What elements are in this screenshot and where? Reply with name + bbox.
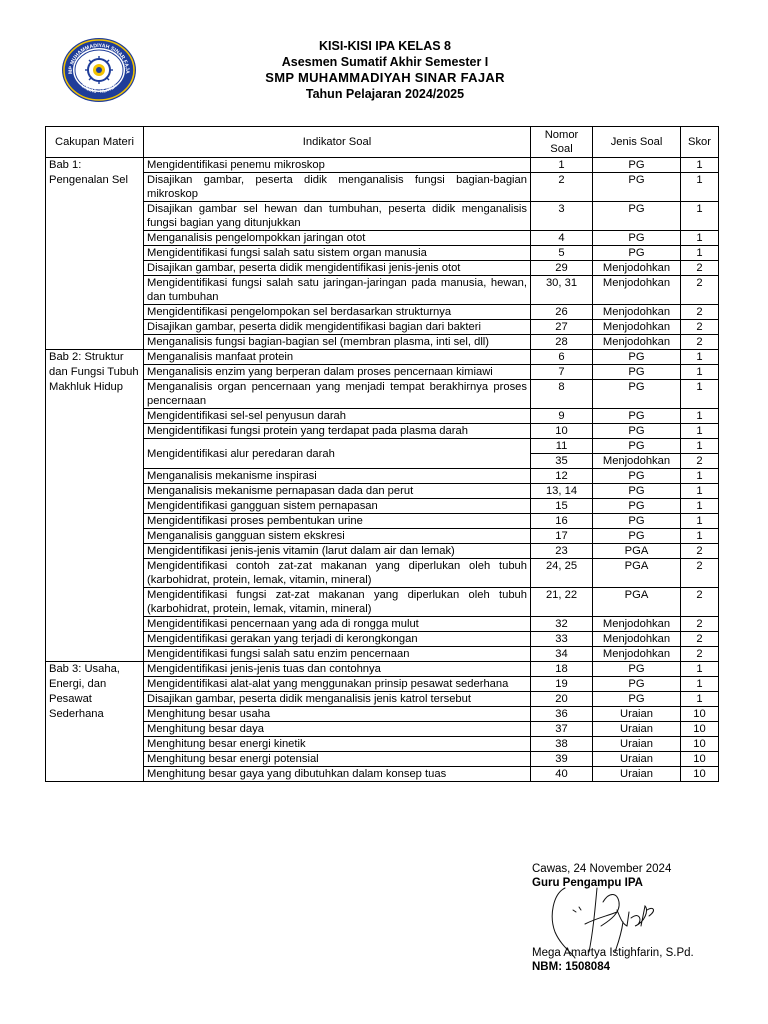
nomor-cell: 30, 31 [531,276,593,305]
nomor-cell: 8 [531,380,593,409]
table-row [46,469,719,484]
signer-nbm: NBM: 1508084 [532,961,610,973]
jenis-cell: Menjodohkan [593,632,681,647]
nomor-cell: 33 [531,632,593,647]
jenis-cell: Uraian [593,707,681,722]
handwritten-signature-icon [545,880,675,960]
jenis-cell: PG [593,514,681,529]
nomor-cell: 9 [531,409,593,424]
skor-cell: 1 [681,484,719,499]
indikator-cell: Menghitung besar gaya yang dibutuhkan dalam konsep tuas [144,767,531,782]
jenis-cell: Menjodohkan [593,261,681,276]
table-row [46,559,719,588]
nomor-cell: 27 [531,320,593,335]
nomor-cell: 1 [531,158,593,173]
nomor-cell: 13, 14 [531,484,593,499]
indikator-cell: Disajikan gambar, peserta didik mengidentifikasi jenis-jenis otot [144,261,531,276]
jenis-cell: Uraian [593,722,681,737]
nomor-cell: 32 [531,617,593,632]
indikator-cell: Mengidentifikasi alur peredaran darah [144,439,531,469]
skor-cell: 1 [681,158,719,173]
nomor-cell: 10 [531,424,593,439]
skor-cell: 1 [681,424,719,439]
indikator-cell: Mengidentifikasi pengelompokan sel berdasarkan strukturnya [144,305,531,320]
skor-cell: 2 [681,559,719,588]
indikator-cell: Disajikan gambar, peserta didik menganalisis fungsi bagian-bagian mikroskop [144,173,531,202]
skor-cell: 1 [681,469,719,484]
indikator-cell: Mengidentifikasi fungsi salah satu enzim pencernaan [144,647,531,662]
table-row [46,439,719,454]
skor-cell: 1 [681,439,719,454]
jenis-cell: PG [593,365,681,380]
skor-cell: 2 [681,617,719,632]
table-row [46,544,719,559]
jenis-cell: Uraian [593,737,681,752]
indikator-cell: Mengidentifikasi sel-sel penyusun darah [144,409,531,424]
nomor-cell: 3 [531,202,593,231]
table-body [46,158,719,782]
nomor-cell: 35 [531,454,593,469]
skor-cell: 1 [681,677,719,692]
skor-cell: 2 [681,647,719,662]
skor-cell: 2 [681,305,719,320]
jenis-cell: PG [593,692,681,707]
table-row [46,409,719,424]
nomor-cell: 6 [531,350,593,365]
skor-cell: 1 [681,246,719,261]
table-row [46,737,719,752]
skor-cell: 10 [681,752,719,767]
jenis-cell: Uraian [593,767,681,782]
table-row [46,767,719,782]
indikator-cell: Disajikan gambar, peserta didik menganalisis jenis katrol tersebut [144,692,531,707]
table-row [46,484,719,499]
indikator-cell: Mengidentifikasi gangguan sistem pernapasan [144,499,531,514]
doc-title: KISI-KISI IPA KELAS 8 [319,39,451,53]
table-row [46,722,719,737]
indikator-cell: Mengidentifikasi fungsi zat-zat makanan yang diperlukan oleh tubuh (karbohidrat, protein, lemak, vitamin, mineral) [144,588,531,617]
nomor-cell: 20 [531,692,593,707]
table-row [46,365,719,380]
chapter-cell: Bab 3: Usaha, Energi, dan Pesawat Sederhana [46,662,144,782]
jenis-cell: Menjodohkan [593,320,681,335]
skor-cell: 2 [681,544,719,559]
jenis-cell: PG [593,409,681,424]
nomor-cell: 37 [531,722,593,737]
col-header-skor: Skor [681,127,719,158]
logo-ring-text-bottom: CAWAS - KLATEN [80,82,118,95]
indikator-cell: Disajikan gambar sel hewan dan tumbuhan, peserta didik menganalisis fungsi bagian yang ditunjukkan [144,202,531,231]
skor-cell: 1 [681,350,719,365]
skor-cell: 1 [681,173,719,202]
kisi-kisi-table [45,126,719,782]
jenis-cell: PG [593,158,681,173]
table-row [46,276,719,305]
table-header-row [46,127,719,158]
jenis-cell: PG [593,662,681,677]
indikator-cell: Menganalisis manfaat protein [144,350,531,365]
table-row [46,380,719,409]
table-row [46,752,719,767]
nomor-cell: 16 [531,514,593,529]
doc-subtitle: Asesmen Sumatif Akhir Semester I [281,55,489,69]
table-row [46,246,719,261]
school-logo-icon [60,36,138,104]
document-header [200,38,570,102]
nomor-cell: 40 [531,767,593,782]
skor-cell: 2 [681,632,719,647]
indikator-cell: Mengidentifikasi jenis-jenis vitamin (larut dalam air dan lemak) [144,544,531,559]
nomor-cell: 23 [531,544,593,559]
jenis-cell: Menjodohkan [593,335,681,350]
jenis-cell: PG [593,484,681,499]
indikator-cell: Mengidentifikasi alat-alat yang menggunakan prinsip pesawat sederhana [144,677,531,692]
nomor-cell: 24, 25 [531,559,593,588]
skor-cell: 1 [681,202,719,231]
jenis-cell: Menjodohkan [593,647,681,662]
nomor-cell: 28 [531,335,593,350]
table-row [46,529,719,544]
jenis-cell: Menjodohkan [593,305,681,320]
table-row [46,632,719,647]
nomor-cell: 12 [531,469,593,484]
skor-cell: 1 [681,529,719,544]
skor-cell: 2 [681,276,719,305]
nomor-cell: 2 [531,173,593,202]
jenis-cell: PG [593,529,681,544]
table-row [46,261,719,276]
school-name: SMP MUHAMMADIYAH SINAR FAJAR [265,70,505,85]
table-row [46,662,719,677]
indikator-cell: Mengidentifikasi pencernaan yang ada di rongga mulut [144,617,531,632]
table-row [46,173,719,202]
indikator-cell: Menganalisis gangguan sistem ekskresi [144,529,531,544]
nomor-cell: 15 [531,499,593,514]
indikator-cell: Mengidentifikasi gerakan yang terjadi di kerongkongan [144,632,531,647]
nomor-cell: 19 [531,677,593,692]
skor-cell: 2 [681,588,719,617]
nomor-cell: 4 [531,231,593,246]
nomor-cell: 38 [531,737,593,752]
skor-cell: 1 [681,514,719,529]
jenis-cell: PGA [593,588,681,617]
indikator-cell: Menghitung besar energi potensial [144,752,531,767]
indikator-cell: Menghitung besar energi kinetik [144,737,531,752]
nomor-cell: 11 [531,439,593,454]
table-row [46,335,719,350]
chapter-cell: Bab 1: Pengenalan Sel [46,158,144,350]
skor-cell: 1 [681,231,719,246]
indikator-cell: Mengidentifikasi contoh zat-zat makanan yang diperlukan oleh tubuh (karbohidrat, protein, lemak, vitamin, mineral) [144,559,531,588]
indikator-cell: Mengidentifikasi fungsi protein yang terdapat pada plasma darah [144,424,531,439]
skor-cell: 1 [681,380,719,409]
skor-cell: 10 [681,707,719,722]
skor-cell: 1 [681,365,719,380]
nomor-cell: 39 [531,752,593,767]
table-row [46,692,719,707]
nomor-cell: 18 [531,662,593,677]
col-header-cakupan: Cakupan Materi [46,127,144,158]
jenis-cell: PG [593,350,681,365]
jenis-cell: PG [593,202,681,231]
jenis-cell: PG [593,246,681,261]
col-header-indikator: Indikator Soal [144,127,531,158]
jenis-cell: PG [593,469,681,484]
indikator-cell: Disajikan gambar, peserta didik mengidentifikasi bagian dari bakteri [144,320,531,335]
logo-ring-text-top: MP MUHAMMADIYAH SINAR FAJA [67,42,131,75]
table-row [46,677,719,692]
indikator-cell: Menghitung besar usaha [144,707,531,722]
skor-cell: 2 [681,335,719,350]
table-row [46,320,719,335]
jenis-cell: PG [593,677,681,692]
indikator-cell: Menganalisis fungsi bagian-bagian sel (membran plasma, inti sel, dll) [144,335,531,350]
nomor-cell: 17 [531,529,593,544]
table-row [46,707,719,722]
chapter-cell: Bab 2: Struktur dan Fungsi Tubuh Makhluk Hidup [46,350,144,662]
indikator-cell: Mengidentifikasi penemu mikroskop [144,158,531,173]
table-row [46,305,719,320]
nomor-cell: 29 [531,261,593,276]
indikator-cell: Mengidentifikasi proses pembentukan urine [144,514,531,529]
signer-role: Guru Pengampu IPA [532,877,643,889]
table-row [46,424,719,439]
skor-cell: 2 [681,320,719,335]
nomor-cell: 5 [531,246,593,261]
skor-cell: 10 [681,737,719,752]
jenis-cell: PGA [593,559,681,588]
place-date: Cawas, 24 November 2024 [532,863,672,875]
table-row [46,350,719,365]
col-header-jenis: Jenis Soal [593,127,681,158]
table-row [46,158,719,173]
jenis-cell: PG [593,424,681,439]
nomor-cell: 36 [531,707,593,722]
col-header-nomor: Nomor Soal [531,127,593,158]
skor-cell: 2 [681,454,719,469]
jenis-cell: PG [593,173,681,202]
indikator-cell: Mengidentifikasi fungsi salah satu sistem organ manusia [144,246,531,261]
table-row [46,202,719,231]
skor-cell: 10 [681,722,719,737]
skor-cell: 2 [681,261,719,276]
jenis-cell: PG [593,439,681,454]
indikator-cell: Menganalisis mekanisme inspirasi [144,469,531,484]
jenis-cell: Menjodohkan [593,617,681,632]
jenis-cell: PG [593,231,681,246]
table-row [46,514,719,529]
nomor-cell: 34 [531,647,593,662]
table-row [46,617,719,632]
skor-cell: 1 [681,409,719,424]
indikator-cell: Menganalisis enzim yang berperan dalam proses pencernaan kimiawi [144,365,531,380]
signer-name: Mega Amartya Istighfarin, S.Pd. [532,947,694,959]
jenis-cell: PG [593,380,681,409]
indikator-cell: Menganalisis pengelompokkan jaringan otot [144,231,531,246]
nomor-cell: 7 [531,365,593,380]
jenis-cell: Menjodohkan [593,276,681,305]
skor-cell: 1 [681,692,719,707]
jenis-cell: PG [593,499,681,514]
nomor-cell: 21, 22 [531,588,593,617]
indikator-cell: Mengidentifikasi jenis-jenis tuas dan contohnya [144,662,531,677]
indikator-cell: Menganalisis mekanisme pernapasan dada dan perut [144,484,531,499]
skor-cell: 1 [681,662,719,677]
jenis-cell: Menjodohkan [593,454,681,469]
skor-cell: 10 [681,767,719,782]
academic-year: Tahun Pelajaran 2024/2025 [305,87,465,101]
jenis-cell: PGA [593,544,681,559]
table-row [46,499,719,514]
table-row [46,231,719,246]
indikator-cell: Mengidentifikasi fungsi salah satu jaringan-jaringan pada manusia, hewan, dan tumbuhan [144,276,531,305]
table-row [46,647,719,662]
nomor-cell: 26 [531,305,593,320]
indikator-cell: Menghitung besar daya [144,722,531,737]
skor-cell: 1 [681,499,719,514]
jenis-cell: Uraian [593,752,681,767]
indikator-cell: Menganalisis organ pencernaan yang menjadi tempat berakhirnya proses pencernaan [144,380,531,409]
table-row [46,588,719,617]
